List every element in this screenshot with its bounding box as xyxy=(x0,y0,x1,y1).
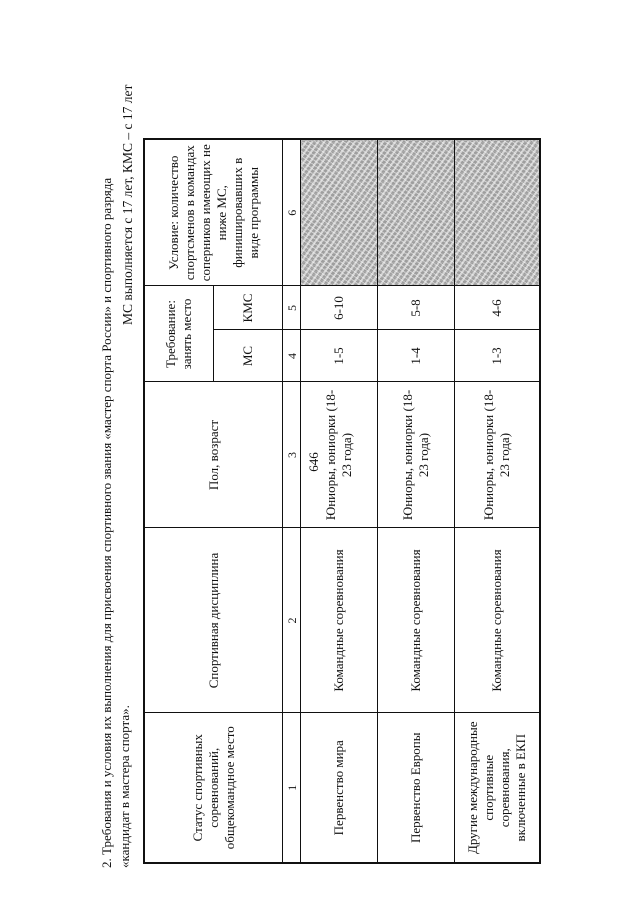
cell-sex-age: Юниоры, юниорки (18-23 года) xyxy=(378,382,455,528)
cell-ms: 1-3 xyxy=(455,330,541,382)
cell-discipline: Командные соревнования xyxy=(455,528,541,713)
table-row xyxy=(378,139,455,863)
column-number: 5 xyxy=(283,286,301,330)
column-number: 6 xyxy=(283,139,301,286)
requirements-table-wrapper xyxy=(143,140,538,864)
heading-line-2: «кандидат в мастера спорта». xyxy=(117,705,132,868)
cell-condition-shaded xyxy=(301,139,378,286)
cell-ms: 1-5 xyxy=(301,330,378,382)
cell-ms: 1-4 xyxy=(378,330,455,382)
header-kms: КМС xyxy=(214,286,283,330)
cell-status: Первенство Европы xyxy=(378,713,455,863)
cell-condition-shaded xyxy=(455,139,541,286)
cell-kms: 4-6 xyxy=(455,286,541,330)
cell-sex-age: Юниоры, юниорки (18-23 года) xyxy=(301,382,378,528)
cell-condition-shaded xyxy=(378,139,455,286)
cell-status: Первенство мира xyxy=(301,713,378,863)
column-number-row xyxy=(283,139,301,863)
header-sex-age: Пол, возраст xyxy=(144,382,283,528)
cell-status: Другие международные спортивные соревнования, включенные в ЕКП xyxy=(455,713,541,863)
table-row xyxy=(301,139,378,863)
header-status: Статус спортивных соревнований, общекомандное место xyxy=(144,713,283,863)
column-number: 4 xyxy=(283,330,301,382)
column-number: 1 xyxy=(283,713,301,863)
age-note: МС выполняется с 17 лет, КМС – с 17 лет xyxy=(120,84,135,325)
cell-kms: 5-8 xyxy=(378,286,455,330)
page-number: 646 xyxy=(306,452,321,472)
column-number: 3 xyxy=(283,382,301,528)
heading-line-1: 2. Требования и условия их выполнения для присвоения спортивного звания «мастер спорта России» и спортивного разряда xyxy=(99,177,114,868)
header-condition: Условие: количество спортсменов в командах соперников имеющих не ниже МС, финишировавших в виде программы xyxy=(144,139,283,286)
header-discipline: Спортивная дисциплина xyxy=(144,528,283,713)
header-requirement: Требование: занять место xyxy=(144,286,214,382)
header-row xyxy=(144,139,214,863)
header-ms: МС xyxy=(214,330,283,382)
cell-discipline: Командные соревнования xyxy=(301,528,378,713)
cell-kms: 6-10 xyxy=(301,286,378,330)
cell-sex-age: Юниоры, юниорки (18-23 года) xyxy=(455,382,541,528)
requirements-table xyxy=(143,138,541,864)
cell-discipline: Командные соревнования xyxy=(378,528,455,713)
table-row xyxy=(455,139,541,863)
column-number: 2 xyxy=(283,528,301,713)
